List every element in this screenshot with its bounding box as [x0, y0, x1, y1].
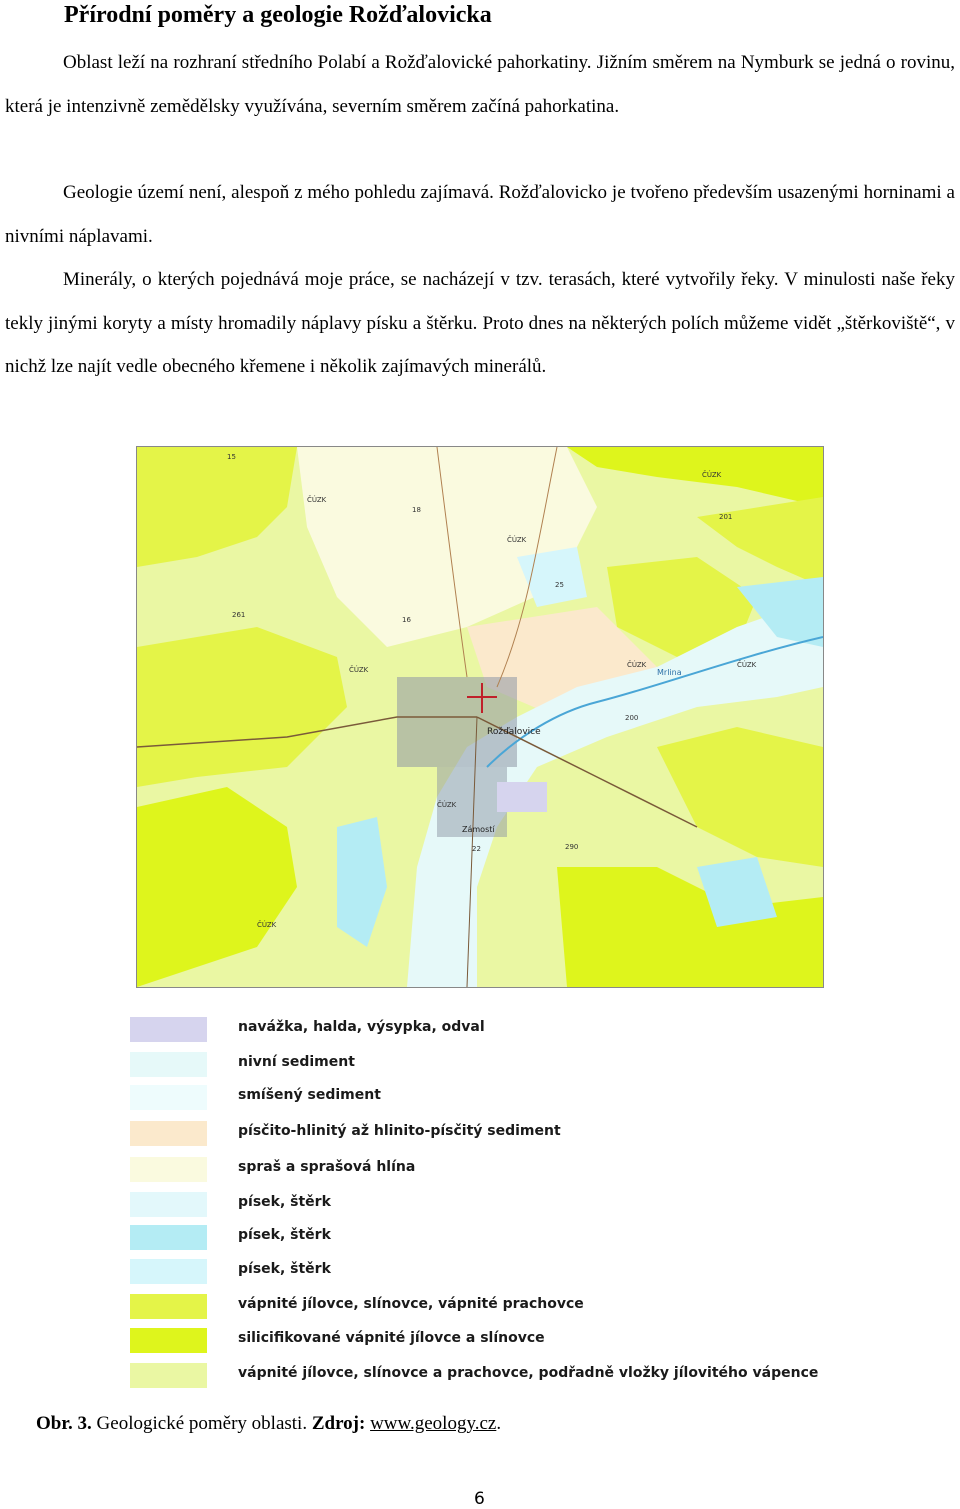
map-label-number: 25 — [555, 581, 564, 589]
legend-label: navážka, halda, výsypka, odval — [238, 1019, 485, 1035]
map-label-cuzk: ČÚZK — [307, 496, 327, 504]
legend-label: vápnité jílovce, slínovce a prachovce, podřadně vložky jílovitého vápence — [238, 1365, 819, 1381]
legend-label: spraš a sprašová hlína — [238, 1159, 416, 1175]
map-label-number: 200 — [625, 714, 639, 722]
paragraph-intro: Oblast leží na rozhraní středního Polabí a Rožďalovické pahorkatiny. Jižním směrem na Nymburk se jedná o rovinu, která je intenzivně zemědělsky využívána, severním směrem začíná pahorkatina. — [5, 52, 955, 117]
geological-map-svg — [137, 447, 823, 987]
caption-source-label: Zdroj: — [311, 1413, 366, 1434]
figure-caption — [36, 1410, 501, 1438]
caption-prefix: Obr. 3. — [36, 1413, 92, 1434]
legend-label: písek, štěrk — [238, 1261, 331, 1277]
legend-item — [130, 1154, 850, 1184]
legend-item — [130, 1014, 850, 1044]
legend-label: silicifikované vápnité jílovce a slínovce — [238, 1330, 545, 1346]
caption-source-link[interactable]: www.geology.cz — [370, 1413, 497, 1434]
legend-swatch — [130, 1017, 207, 1042]
legend-item — [130, 1189, 850, 1219]
legend-swatch — [130, 1121, 207, 1146]
legend-label: smíšený sediment — [238, 1087, 381, 1103]
legend-label: písek, štěrk — [238, 1194, 331, 1210]
legend-swatch — [130, 1363, 207, 1388]
map-label-cuzk: ČÚZK — [737, 661, 757, 669]
legend-item — [130, 1325, 850, 1355]
page-number: 6 — [474, 1489, 485, 1509]
legend-swatch — [130, 1157, 207, 1182]
legend-item — [130, 1082, 850, 1112]
legend-item — [130, 1291, 850, 1321]
legend-swatch — [130, 1328, 207, 1353]
legend-swatch — [130, 1225, 207, 1250]
map-label-number: 22 — [472, 845, 481, 853]
legend-swatch — [130, 1052, 207, 1077]
map-label-number: 290 — [565, 843, 579, 851]
legend-label: vápnité jílovce, slínovce, vápnité prachovce — [238, 1296, 584, 1312]
map-label-number: 18 — [412, 506, 421, 514]
legend-swatch — [130, 1192, 207, 1217]
legend-label: nivní sediment — [238, 1054, 355, 1070]
map-label-cuzk: ČÚZK — [349, 666, 369, 674]
map-label-number: 261 — [232, 611, 246, 619]
legend-item — [130, 1118, 850, 1148]
legend-item — [130, 1222, 850, 1252]
legend-swatch — [130, 1294, 207, 1319]
paragraph-minerals: Minerály, o kterých pojednává moje práce, se nacházejí v tzv. terasách, které vytvořily řeky. V minulosti naše řeky tekly jinými koryty a místy hromadily náplavy písku a štěrku. Proto dnes na některých polích můžeme vidět „štěrkoviště“, v nichž lze najít vedle obecného křemene i několik zajímavých minerálů. — [5, 269, 955, 378]
map-label-river: Mrlina — [657, 668, 682, 677]
map-label-number: 15 — [227, 453, 236, 461]
legend-item — [130, 1360, 850, 1390]
page-title: Přírodní poměry a geologie Rožďalovicka — [64, 2, 492, 28]
legend-item — [130, 1256, 850, 1286]
map-label-number: 16 — [402, 616, 411, 624]
map-label-cuzk: ČÚZK — [507, 536, 527, 544]
map-label-cuzk: ČÚZK — [437, 801, 457, 809]
geological-map — [136, 446, 824, 988]
legend-label: písek, štěrk — [238, 1227, 331, 1243]
map-label-cuzk: ČÚZK — [257, 921, 277, 929]
legend-item — [130, 1049, 850, 1079]
legend-label: písčito-hlinitý až hlinito-písčitý sediment — [238, 1123, 561, 1139]
paragraph-geology: Geologie území není, alespoň z mého pohledu zajímavá. Rožďalovicko je tvořeno především usazenými horninami a nivními náplavami. — [5, 182, 955, 247]
map-label-town: Rožďalovice — [487, 727, 541, 737]
caption-text: Geologické poměry oblasti. — [91, 1413, 312, 1434]
legend-swatch — [130, 1085, 207, 1110]
map-label-number: 201 — [719, 513, 733, 521]
map-label-cuzk: ČÚZK — [702, 471, 722, 479]
caption-suffix: . — [496, 1413, 502, 1434]
map-label-cuzk: ČÚZK — [627, 661, 647, 669]
map-label-zamosti: Zámostí — [462, 825, 495, 834]
legend-swatch — [130, 1259, 207, 1284]
